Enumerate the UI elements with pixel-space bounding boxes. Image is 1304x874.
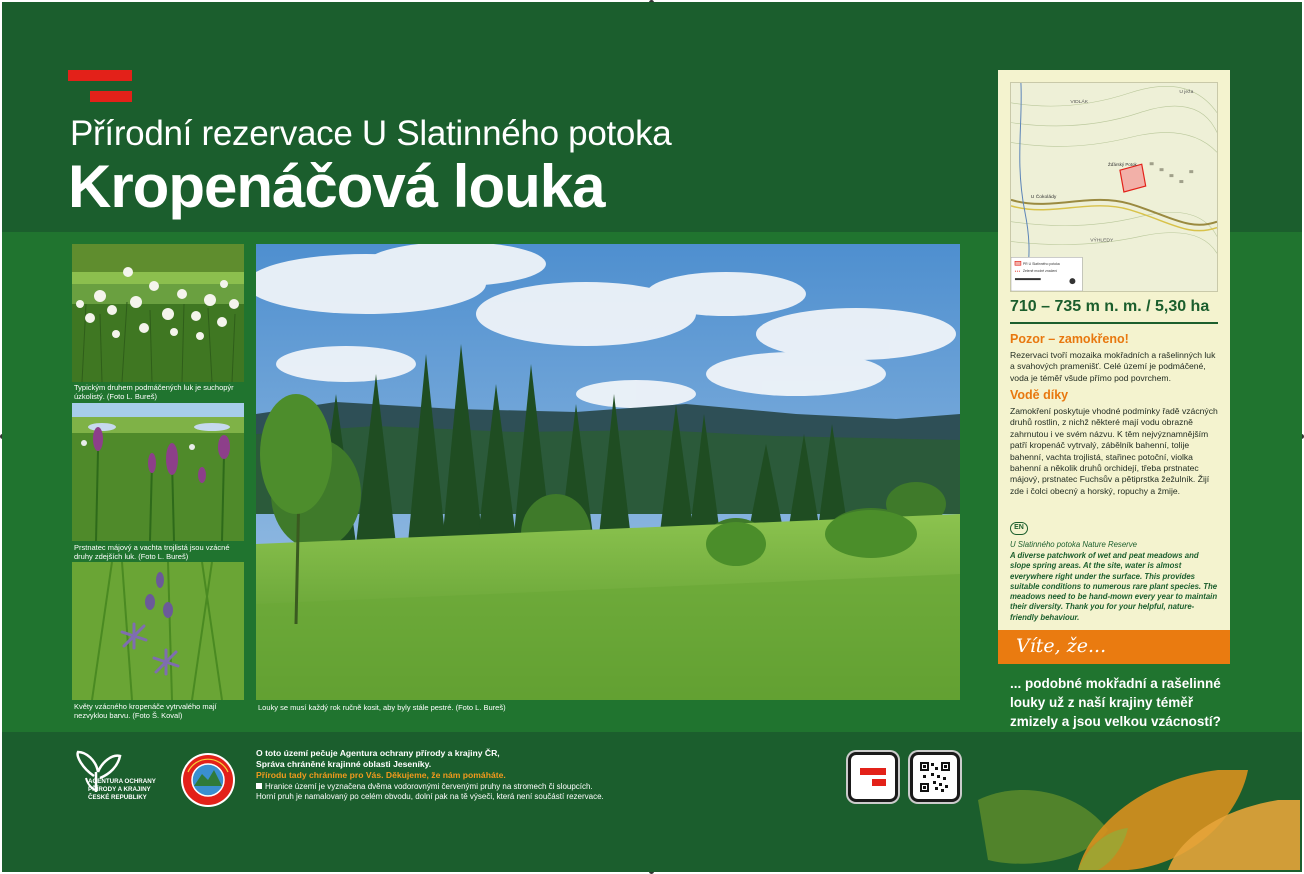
- did-you-know-label: Víte, že...: [1016, 635, 1107, 657]
- main-photo-caption: Louky se musí každý rok ručně kosit, aby byly stále pestré. (Foto L. Bureš): [258, 703, 506, 712]
- map-label: U ježa: [1179, 89, 1194, 95]
- photo-cotton-grass: [72, 244, 244, 382]
- map-label: VÝHLEDY: [1090, 238, 1114, 244]
- thumb1-caption: Typickým druhem podmáčených luk je suchopýr úzkolistý. (Foto L. Bureš): [74, 383, 234, 401]
- decorative-leaves: [978, 770, 1300, 870]
- care-text: [256, 748, 506, 781]
- altitude-area: 710 – 735 m n. m. / 5,30 ha: [1010, 298, 1210, 315]
- info-panel: [998, 70, 1230, 630]
- aopk-logo-text: AGENTURA OCHRANY PŘÍRODY A KRAJINY ČESKÉ REPUBLIKY: [88, 778, 156, 801]
- reserve-map: [1010, 82, 1218, 292]
- care-thanks: Přírodu tady chráníme pro Vás. Děkujeme, že nám pomáháte.: [256, 770, 506, 780]
- photo-swertia: [72, 562, 244, 700]
- map-legend-item: Zeleně modré značení: [1022, 269, 1058, 274]
- paragraph-water: Zamokření poskytuje vhodné podmínky řadě vzácných druhů rostlin, z nichž některé mají vodu obrazně zahrnutou i ve svém názvu. K těm nejvýznamnějším patří kropenáč vytrvalý, zábělník bahenní, tolije bahenní, vachta trojlistá, stařinec potoční, violka bahenní a několik druhů orchidejí, třeba prstnatec májový, prstnatec Fuchsův a pětiprstka žežulník. Žijí zde i čolci obecný a horský, ropuchy a žmije.: [1010, 406, 1218, 496]
- care-line: Správa chráněné krajinné oblasti Jeseníky.: [256, 759, 432, 769]
- photo-orchids: [72, 403, 244, 541]
- english-text: A diverse patchwork of wet and peat meadows and slope spring areas. At the site, water is almost everywhere right under the surface. This provides suitable conditions to numerous rare plant species. The meadows need to be hand-mown every year to maintain their diversity. Thank you for your helpful, nature-friendly behaviour.: [1010, 551, 1218, 622]
- thumb3-caption: Květy vzácného kropenáče vytrvalého mají nezvyklou barvu. (Foto Š. Koval): [74, 702, 217, 720]
- boundary-note: [256, 782, 604, 802]
- boundary-line: Hranice území je vyznačena dvěma vodorovnými červenými pruhy na stromech či sloupcích.: [265, 782, 593, 791]
- paragraph-warning: Rezervaci tvoří mozaika mokřadních a rašelinných luk a svahových pramenišť. Celé území je podmáčené, voda je téměř všude přímo pod povrchem.: [1010, 350, 1216, 383]
- heading-water: Vodě díky: [1010, 388, 1069, 402]
- page-title: Kropenáčová louka: [68, 153, 605, 220]
- divider: [1010, 322, 1218, 324]
- heading-warning: Pozor – zamokřeno!: [1010, 332, 1129, 346]
- english-title: U Slatinného potoka Nature Reserve: [1010, 540, 1137, 549]
- reserve-flag-icon: [68, 70, 132, 102]
- qr-code-icon[interactable]: [910, 752, 960, 802]
- en-language-badge: EN: [1010, 522, 1028, 535]
- map-label: VIDLÁK: [1070, 99, 1089, 105]
- boundary-line: Horní pruh je namalovaný po celém obvodu, dolní pak na tě výseči, která není součástí rezervace.: [256, 792, 604, 801]
- map-label: Žďárský Potok: [1108, 162, 1137, 168]
- bullet-square-icon: [256, 783, 262, 789]
- did-you-know-text: ... podobné mokřadní a rašelinné louky už z naší krajiny téměř zmizely a jsou velkou vzácností?: [1010, 676, 1221, 729]
- thumb2-caption: Prstnatec májový a vachta trojlistá jsou vzácné druhy zdejších luk. (Foto L. Bureš): [74, 543, 230, 561]
- page-subtitle: Přírodní rezervace U Slatinného potoka: [70, 114, 672, 153]
- photo-meadow-landscape: [256, 244, 960, 700]
- jeseniky-logo: [180, 752, 236, 808]
- care-line: O toto území pečuje Agentura ochrany přírody a krajiny ČR,: [256, 748, 500, 758]
- did-you-know-bar: [998, 630, 1230, 664]
- reserve-sign-icon: [848, 752, 898, 802]
- map-label: U Čokolády: [1030, 194, 1057, 200]
- map-legend-item: PR U Slatinného potoka: [1022, 262, 1060, 267]
